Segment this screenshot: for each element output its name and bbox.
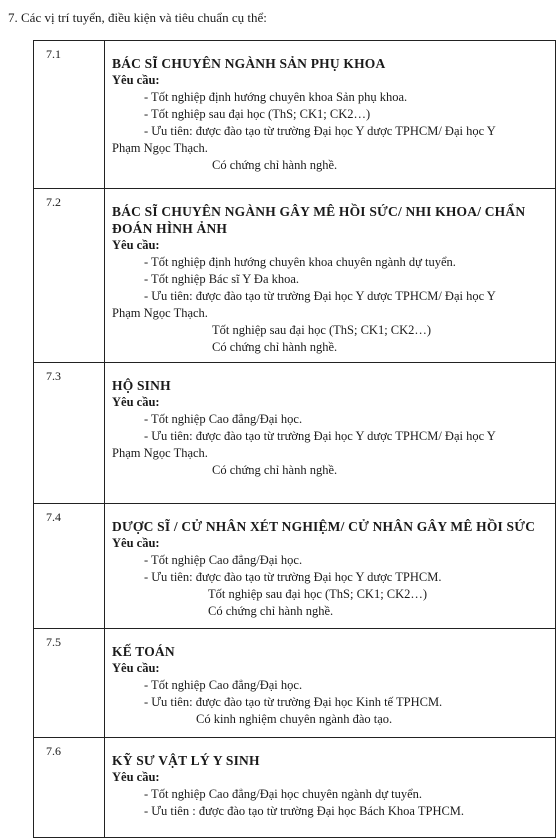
requirements-label: Yêu cầu: [112,395,160,409]
position-details [105,363,556,504]
position-row [34,41,556,189]
requirement-line: Có chứng chỉ hành nghề. [212,463,338,477]
requirement-line: - Ưu tiên: được đào tạo từ trường Đại học Y dược TPHCM/ Đại học Y [144,124,496,138]
requirement-line: - Ưu tiên: được đào tạo từ trường Đại học Y dược TPHCM/ Đại học Y [144,289,496,303]
position-title: KỸ SƯ VẬT LÝ Y SINH [112,753,260,768]
requirement-line: - Tốt nghiệp Cao đẳng/Đại học. [144,553,303,567]
position-details [105,504,556,629]
requirements-label: Yêu cầu: [112,238,160,252]
requirement-line: Có kinh nghiệm chuyên ngành đào tạo. [196,712,393,726]
requirements-label: Yêu cầu: [112,536,160,550]
position-title: KẾ TOÁN [112,644,175,659]
position-number: 7.4 [34,504,105,629]
position-number: 7.3 [34,363,105,504]
position-details [105,738,556,838]
position-details [105,189,556,363]
requirement-line: Phạm Ngọc Thạch. [112,446,208,460]
requirements-label: Yêu cầu: [112,661,160,675]
requirement-line: Phạm Ngọc Thạch. [112,306,208,320]
position-title: BÁC SĨ CHUYÊN NGÀNH GÂY MÊ HỒI SỨC/ NHI KHOA/ CHẨN ĐOÁN HÌNH ẢNH [112,204,526,236]
requirement-line: - Tốt nghiệp định hướng chuyên khoa Sản phụ khoa. [144,90,408,104]
requirement-line: - Tốt nghiệp định hướng chuyên khoa chuyên ngành dự tuyển. [144,255,456,269]
position-number: 7.5 [34,629,105,738]
requirement-line: - Ưu tiên: được đào tạo từ trường Đại học Kinh tế TPHCM. [144,695,443,709]
requirements-label: Yêu cầu: [112,770,160,784]
requirement-line: - Tốt nghiệp Cao đẳng/Đại học. [144,412,303,426]
requirement-line: - Tốt nghiệp sau đại học (ThS; CK1; CK2…) [144,107,371,121]
requirements-label: Yêu cầu: [112,73,160,87]
position-title: BÁC SĨ CHUYÊN NGÀNH SẢN PHỤ KHOA [112,56,386,71]
position-number: 7.2 [34,189,105,363]
position-details [105,629,556,738]
position-title: HỘ SINH [112,378,171,393]
requirement-line: Tốt nghiệp sau đại học (ThS; CK1; CK2…) [208,587,428,601]
requirement-line: Có chứng chỉ hành nghề. [212,340,338,354]
requirement-line: - Ưu tiên: được đào tạo từ trường Đại học Y dược TPHCM/ Đại học Y [144,429,496,443]
position-number: 7.6 [34,738,105,838]
requirement-line: Tốt nghiệp sau đại học (ThS; CK1; CK2…) [212,323,432,337]
requirement-line: Có chứng chỉ hành nghề. [208,604,334,618]
position-row [34,738,556,838]
requirement-line: Có chứng chỉ hành nghề. [212,158,338,172]
position-row [34,629,556,738]
position-number: 7.1 [34,41,105,189]
positions-table [33,40,556,838]
position-title: DƯỢC SĨ / CỬ NHÂN XÉT NGHIỆM/ CỬ NHÂN GÂY MÊ HỒI SỨC [112,519,536,534]
position-row [34,504,556,629]
requirement-line: - Tốt nghiệp Cao đẳng/Đại học chuyên ngành dự tuyển. [144,787,423,801]
position-row [34,363,556,504]
requirement-line: - Ưu tiên : được đào tạo từ trường Đại học Bách Khoa TPHCM. [144,804,465,818]
requirement-line: - Tốt nghiệp Bác sĩ Y Đa khoa. [144,272,300,286]
position-details [105,41,556,189]
requirement-line: - Ưu tiên: được đào tạo từ trường Đại học Y dược TPHCM. [144,570,442,584]
requirement-line: - Tốt nghiệp Cao đẳng/Đại học. [144,678,303,692]
position-row [34,189,556,363]
section-heading: 7. Các vị trí tuyển, điều kiện và tiêu chuẩn cụ thể: [8,10,267,25]
requirement-line: Phạm Ngọc Thạch. [112,141,208,155]
